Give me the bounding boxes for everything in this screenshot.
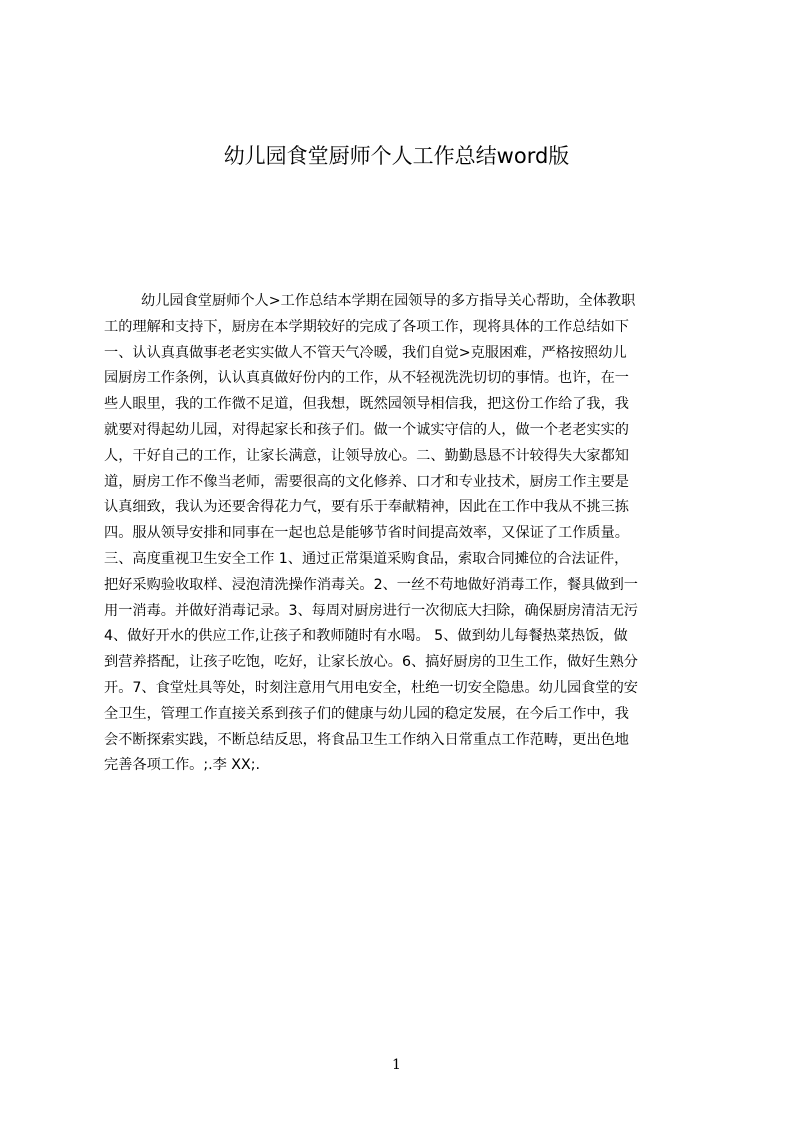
body-line: 些人眼里，我的工作微不足道，但我想，既然园领导相信我，把这份工作给了我，我: [104, 396, 629, 413]
body-line: 会不断探索实践，不断总结反思，将食品卫生工作纳入日常重点工作范畴，更出色地: [104, 731, 629, 748]
page-number: 1: [392, 1057, 401, 1073]
body-line: 认真细致，我认为还要舍得花力气，要有乐于奉献精神，因此在工作中我从不挑三拣: [104, 499, 629, 516]
body-line: 把好采购验收取样、浸泡清洗操作消毒关。2、一丝不苟地做好消毒工作，餐具做到一: [104, 576, 638, 593]
body-line: 就要对得起幼儿园，对得起家长和孩子们。做一个诚实守信的人，做一个老老实实的: [104, 421, 629, 438]
body-line: 用一消毒。并做好消毒记录。3、每周对厨房进行一次彻底大扫除，确保厨房清洁无污: [104, 602, 638, 619]
body-line: 幼儿园食堂厨师个人>工作总结本学期在园领导的多方指导关心帮助，全体教职: [141, 293, 636, 309]
body-line: 园厨房工作条例，认认真真做好份内的工作，从不轻视洗洗切切的事情。也许，在一: [104, 370, 629, 387]
body-line: 全卫生，管理工作直接关系到孩子们的健康与幼儿园的稳定发展，在今后工作中，我: [104, 705, 629, 722]
body-line: 4、做好开水的供应工作,让孩子和教师随时有水喝。 5、做到幼儿每餐热菜热饭，做: [104, 628, 628, 645]
body-line: 一、认认真真做事老老实实做人不管天气冷暖，我们自觉>克服困难，严格按照幼儿: [104, 344, 627, 361]
body-line: 四。服从领导安排和同事在一起也总是能够节省时间提高效率，又保证了工作质量。: [104, 525, 629, 542]
body-line: 完善各项工作。;.李 XX;.: [104, 757, 261, 774]
body-line: 人，干好自己的工作，让家长满意，让领导放心。二、勤勤恳恳不计较得失大家都知: [104, 447, 629, 464]
body-line: 开。7、食堂灶具等处，时刻注意用气用电安全，杜绝一切安全隐患。幼儿园食堂的安: [104, 679, 638, 696]
document-body: [104, 289, 698, 779]
body-line: 工的理解和支持下，厨房在本学期较好的完成了各项工作，现将具体的工作总结如下: [104, 318, 629, 335]
body-line: 到营养搭配，让孩子吃饱，吃好，让家长放心。6、搞好厨房的卫生工作，做好生熟分: [104, 654, 638, 671]
body-line: 三、高度重视卫生安全工作 1、通过正常渠道采购食品，索取合同摊位的合法证件，: [104, 550, 629, 567]
document-title: 幼儿园食堂厨师个人工作总结word版: [223, 144, 570, 168]
body-line: 道，厨房工作不像当老师，需要很高的文化修养、口才和专业技术，厨房工作主要是: [104, 473, 629, 490]
